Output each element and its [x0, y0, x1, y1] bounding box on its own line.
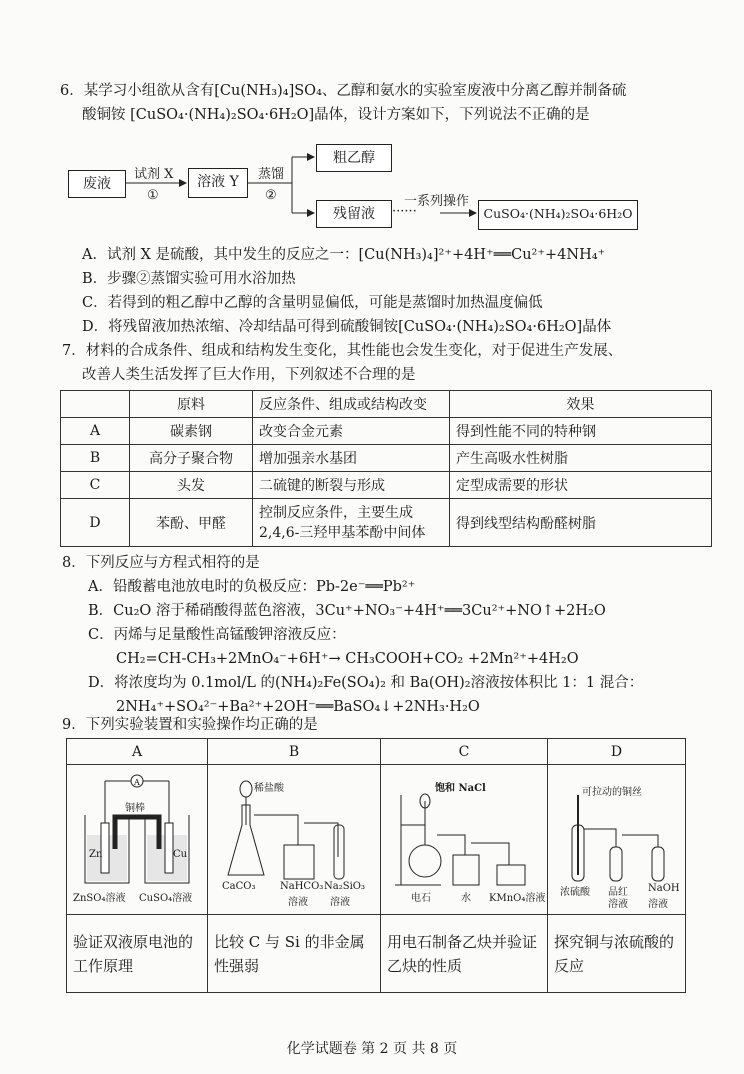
caption-zn: Zn [89, 849, 103, 860]
apparatus-a-cell [67, 765, 208, 915]
table-cell: 头发 [130, 472, 253, 499]
q8-stem: 8．下列反应与方程式相符的是 [62, 555, 260, 571]
q6-option-a: A．试剂 X 是硫酸，其中发生的反应之一：[Cu(NH₃)₄]²⁺+4H⁺══Cu²⁺+4NH₄⁺ [82, 247, 606, 263]
table-row [61, 472, 712, 499]
caption-naoh: NaOH [648, 883, 680, 894]
caption-pullable-copper-wire: 可拉动的铜丝 [582, 787, 642, 798]
flow-reagent-label: 试剂 X [134, 167, 174, 182]
caption-cu: Cu [173, 849, 188, 860]
caption-na2sio3: Na₂SiO₃ [324, 881, 365, 892]
table-row-apparatus [67, 765, 686, 915]
q8-option-c: C．丙烯与足量酸性高锰酸钾溶液反应： [88, 627, 346, 643]
table-cell: 碳素钢 [130, 418, 253, 445]
table-cell: A [61, 418, 130, 445]
table-cell: 用电石制备乙炔并验证乙炔的性质 [381, 915, 548, 993]
q8-option-d-equation: 2NH₄⁺+SO₄²⁻+Ba²⁺+2OH⁻══BaSO₄↓+2NH₃·H₂O [116, 699, 480, 715]
table-cell: B [61, 445, 130, 472]
apparatus-b-cell [208, 765, 381, 915]
table-cell: 探究铜与浓硫酸的反应 [548, 915, 686, 993]
caption-copper-rod: 铜棒 [125, 803, 145, 814]
table-cell: 控制反应条件，主要生成2,4,6-三羟甲基苯酚中间体 [253, 499, 450, 547]
flow-product-box: CuSO₄·(NH₄)₂SO₄·6H₂O [478, 200, 638, 230]
caption-nahco3-solution: 溶液 [288, 897, 308, 908]
caption-dilute-hcl: 稀盐酸 [254, 783, 284, 794]
table-header-row [67, 739, 686, 765]
table-cell: C [61, 472, 130, 499]
table-row [61, 445, 712, 472]
q6-option-d: D．将残留液加热浓缩、冷却结晶可得到硫酸铜铵[CuSO₄·(NH₄)₂SO₄·6H₂O]晶体 [82, 319, 612, 335]
table-cell: 验证双液原电池的工作原理 [67, 915, 208, 993]
table-header: C [381, 739, 548, 765]
caption-cuso4: CuSO₄溶液 [139, 893, 193, 904]
table-header [61, 391, 130, 418]
flow-arrows [0, 0, 744, 260]
apparatus-d-cell [548, 765, 686, 915]
caption-naoh-solution: 溶液 [648, 899, 668, 910]
q7-stem-line1: 7．材料的合成条件、组成和结构发生变化，其性能也会发生变化，对于促进生产发展、 [62, 343, 623, 359]
table-cell: 高分子聚合物 [130, 445, 253, 472]
caption-saturated-nacl: 饱和 NaCl [435, 783, 486, 794]
flow-distill-label: 蒸馏 [258, 167, 285, 182]
table-cell: 改变合金元素 [253, 418, 450, 445]
flow-waste-box: 废液 [68, 170, 126, 198]
table-cell: 得到线型结构酚醛树脂 [450, 499, 712, 547]
caption-kmno4: KMnO₄溶液 [489, 893, 546, 904]
table-cell: D [61, 499, 130, 547]
table-header: B [208, 739, 381, 765]
q7-stem-line2: 改善人类生活发挥了巨大作用，下列叙述不合理的是 [82, 367, 416, 383]
flow-ops-label: 一系列操作 [404, 194, 470, 209]
flow-residue-box: 残留液 [316, 200, 392, 228]
table-header-row [61, 391, 712, 418]
q8-option-a: A．铅酸蓄电池放电时的负极反应：Pb-2e⁻══Pb²⁺ [88, 579, 416, 595]
flow-dots: ······ [392, 204, 417, 219]
caption-znso4: ZnSO₄溶液 [73, 893, 126, 904]
table-cell: 定型成需要的形状 [450, 472, 712, 499]
table-header: 原料 [130, 391, 253, 418]
flow-solution-y-box: 溶液 Y [188, 168, 248, 198]
table-cell: 得到性能不同的特种钢 [450, 418, 712, 445]
caption-magenta-solution: 溶液 [608, 899, 628, 910]
caption-na2sio3-solution: 溶液 [330, 897, 350, 908]
q6-option-b: B．步骤②蒸馏实验可用水浴加热 [82, 271, 296, 287]
caption-nahco3: NaHCO₃ [280, 881, 324, 892]
table-cell: 增加强亲水基团 [253, 445, 450, 472]
q7-table [60, 390, 712, 547]
svg-text:A: A [134, 778, 140, 787]
table-row-description [67, 915, 686, 993]
caption-water: 水 [461, 893, 471, 904]
caption-conc-h2so4: 浓硫酸 [560, 887, 590, 898]
q9-table [66, 738, 686, 993]
table-row [61, 499, 712, 547]
caption-caco3: CaCO₃ [222, 881, 256, 892]
apparatus-c-cell [381, 765, 548, 915]
q6-stem-line2: 酸铜铵 [CuSO₄·(NH₄)₂SO₄·6H₂O]晶体，设计方案如下，下列说法不正确的是 [82, 107, 590, 123]
flow-step1-label: ① [147, 188, 159, 203]
table-header: D [548, 739, 686, 765]
q6-stem-line1: 6．某学习小组欲从含有[Cu(NH₃)₄]SO₄、乙醇和氨水的实验室废液中分离乙醇并制备硫 [60, 83, 627, 99]
flow-step2-label: ② [265, 188, 277, 203]
caption-magenta: 品红 [608, 887, 628, 898]
caption-calcium-carbide: 电石 [411, 893, 431, 904]
q8-option-d: D．将浓度均为 0.1mol/L 的(NH₄)₂Fe(SO₄)₂ 和 Ba(OH)₂溶液按体积比 1：1 混合： [88, 675, 644, 691]
table-header: 反应条件、组成或结构改变 [253, 391, 450, 418]
q9-stem: 9．下列实验装置和实验操作均正确的是 [62, 717, 318, 733]
table-header: 效果 [450, 391, 712, 418]
table-header: A [67, 739, 208, 765]
table-cell: 产生高吸水性树脂 [450, 445, 712, 472]
table-cell: 比较 C 与 Si 的非金属性强弱 [208, 915, 381, 993]
page-footer: 化学试题卷 第 2 页 共 8 页 [286, 1041, 458, 1057]
table-row [61, 418, 712, 445]
table-cell: 苯酚、甲醛 [130, 499, 253, 547]
flow-crude-box: 粗乙醇 [316, 144, 392, 172]
q8-option-c-equation: CH₂=CH-CH₃+2MnO₄⁻+6H⁺→ CH₃COOH+CO₂ +2Mn²⁺+4H₂O [116, 651, 579, 667]
table-cell: 二硫键的断裂与形成 [253, 472, 450, 499]
q6-option-c: C．若得到的粗乙醇中乙醇的含量明显偏低，可能是蒸馏时加热温度偏低 [82, 295, 543, 311]
q8-option-b: B．Cu₂O 溶于稀硝酸得蓝色溶液，3Cu⁺+NO₃⁻+4H⁺══3Cu²⁺+NO↑+2H₂O [88, 603, 606, 619]
